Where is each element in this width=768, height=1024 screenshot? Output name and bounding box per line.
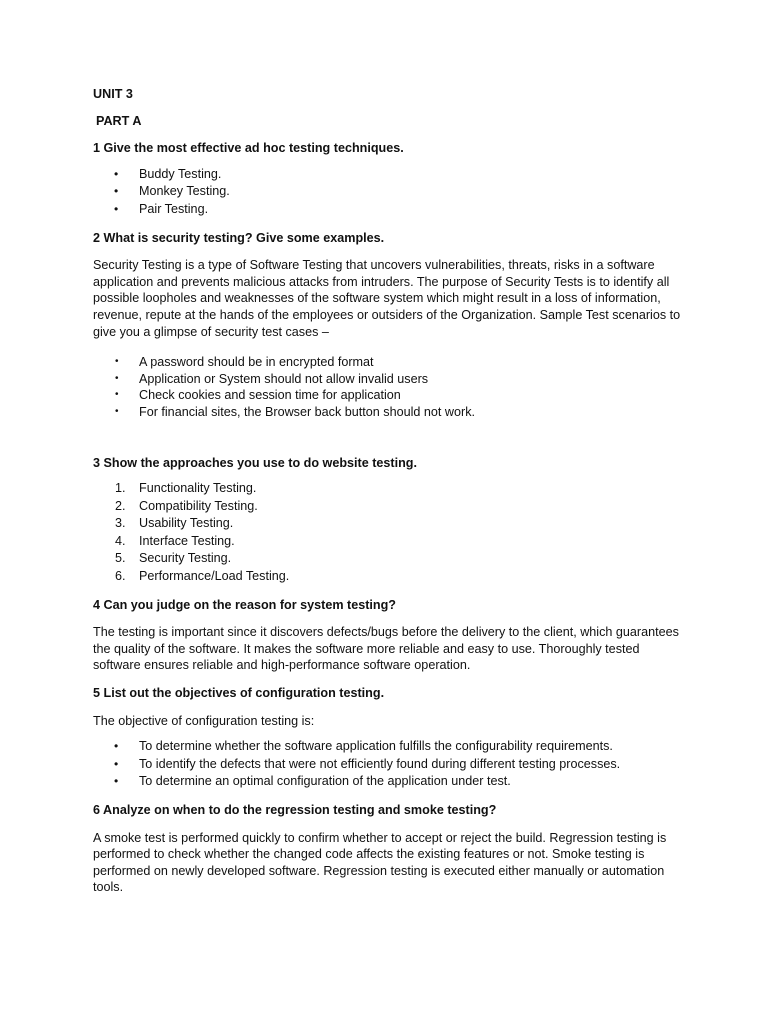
list-item: 5. Security Testing.	[93, 550, 688, 568]
part-title: PART A	[96, 113, 142, 128]
question-5-title: 5 List out the objectives of configuration testing.	[93, 686, 385, 701]
list-item: 2. Compatibility Testing.	[93, 498, 688, 516]
list-item: • For financial sites, the Browser back button should not work.	[115, 404, 475, 419]
list-item: • Application or System should not allow invalid users	[115, 371, 429, 386]
list-item: • To determine whether the software application fulfills the configurability requirements.	[93, 738, 688, 756]
unit-title: UNIT 3	[93, 87, 133, 101]
question-2-paragraph: Security Testing is a type of Software Testing that uncovers vulnerabilities, threats, risks in a software application and prevents malicious attacks from intruders. The purpose of Security Tests is to identify all possible loopholes and weaknesses of the software system which might result in a loss of information, revenue, repute at the hands of the employees or outsiders of the Organization. Sample Test scenarios to give you a glimpse of security test cases –	[93, 258, 681, 339]
list-item: 6. Performance/Load Testing.	[93, 568, 688, 586]
list-number: 5.	[115, 551, 126, 566]
bullet-icon: •	[115, 372, 119, 384]
bullet-icon: •	[115, 389, 119, 401]
list-item: • Buddy Testing.	[93, 166, 688, 184]
bullet-icon: •	[114, 166, 119, 181]
list-number: 6.	[115, 569, 126, 584]
bullet-icon: •	[114, 774, 119, 789]
list-item: • A password should be in encrypted format	[115, 355, 374, 370]
list-item: 1. Functionality Testing.	[93, 480, 688, 498]
bullet-icon: •	[114, 739, 119, 754]
question-5-list	[93, 738, 688, 791]
question-6-paragraph: A smoke test is performed quickly to confirm whether to accept or reject the build. Regression testing is performed to check whether the changed code affects the existing features or not. Smoke testing is performed on newly developed software. Regression testing is executed either manually or automation tools.	[93, 830, 667, 895]
bullet-icon: •	[114, 756, 119, 771]
question-3-list	[93, 480, 688, 586]
bullet-icon: •	[114, 184, 119, 199]
bullet-icon: •	[114, 201, 119, 216]
question-1-title: 1 Give the most effective ad hoc testing techniques.	[93, 141, 404, 156]
list-number: 4.	[115, 533, 126, 548]
question-1-list	[93, 166, 688, 219]
list-number: 2.	[115, 498, 126, 513]
question-2-title: 2 What is security testing? Give some examples.	[93, 230, 385, 245]
list-item: • Pair Testing.	[93, 201, 688, 219]
list-item: 4. Interface Testing.	[93, 533, 688, 551]
list-item: • To identify the defects that were not efficiently found during different testing processes.	[93, 756, 688, 774]
question-2-list	[93, 354, 688, 420]
bullet-icon: •	[115, 405, 119, 417]
question-4-title: 4 Can you judge on the reason for system testing?	[93, 597, 397, 612]
list-item: • Monkey Testing.	[93, 183, 688, 201]
list-item: 3. Usability Testing.	[93, 515, 688, 533]
question-3-title: 3 Show the approaches you use to do website testing.	[93, 455, 417, 470]
question-5-paragraph: The objective of configuration testing is:	[93, 713, 315, 728]
bullet-icon: •	[115, 356, 119, 368]
question-6-title: 6 Analyze on when to do the regression testing and smoke testing?	[93, 803, 497, 817]
list-item: • To determine an optimal configuration of the application under test.	[93, 773, 688, 791]
list-item: • Check cookies and session time for application	[115, 388, 401, 403]
question-4-paragraph: The testing is important since it discovers defects/bugs before the delivery to the client, which guarantees the quality of the software. It makes the software more reliable and easy to use. Thoroughly tested software ensures reliable and high-performance software operation.	[93, 625, 679, 673]
list-number: 1.	[115, 481, 126, 496]
list-number: 3.	[115, 516, 126, 531]
